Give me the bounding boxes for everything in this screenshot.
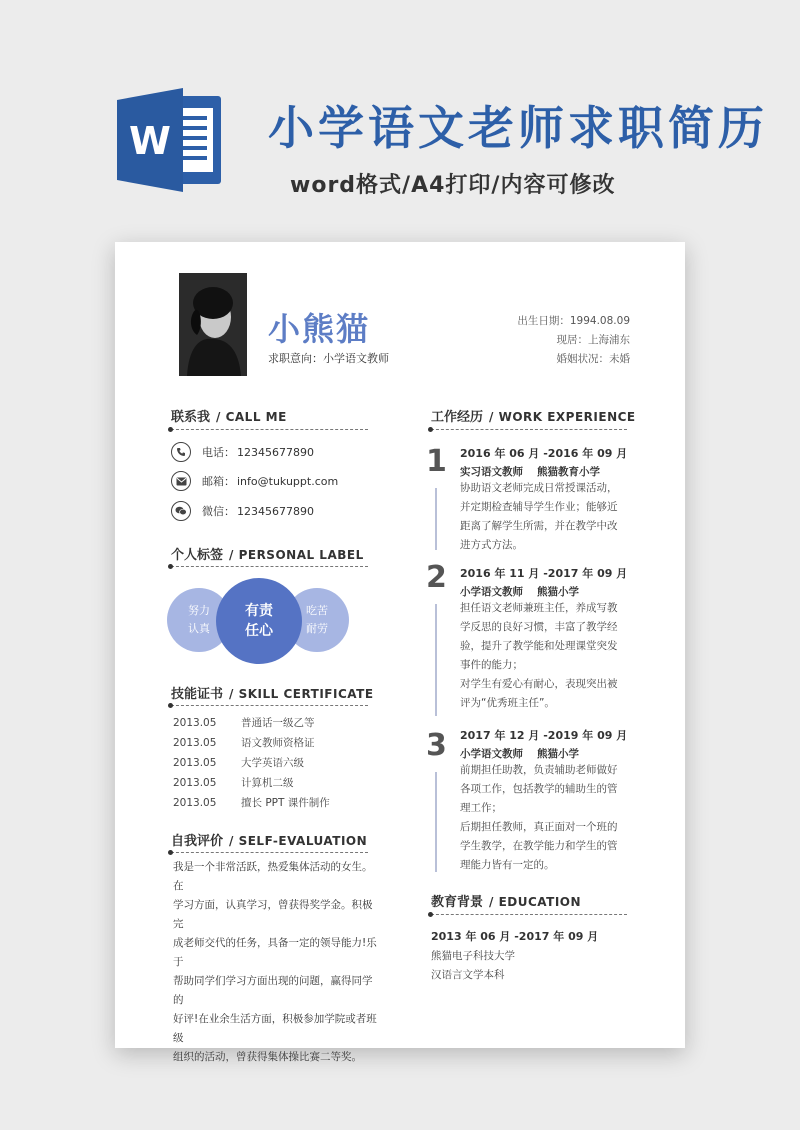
contact-value: 12345677890 — [237, 445, 314, 459]
experience-date: 2017 年 12 月 -2019 年 09 月 — [460, 729, 628, 742]
section-title-cn: 技能证书 — [171, 687, 224, 702]
text-line: 对学生有爱心有耐心，表现突出被 — [460, 678, 618, 690]
text-line: 评为“优秀班主任”。 — [460, 697, 555, 709]
certificate-row — [173, 775, 294, 790]
experience-role — [460, 746, 579, 761]
certificate-name: 计算机二级 — [241, 777, 294, 789]
section-title-skills — [171, 683, 374, 702]
wechat-icon — [171, 501, 191, 521]
candidate-name: 小熊猫 — [268, 310, 371, 348]
education-major: 汉语言文学本科 — [431, 969, 505, 981]
contact-value: info@tukuppt.com — [237, 474, 339, 488]
text-line: 学生教学，在教学能力和学生的管 — [460, 840, 618, 852]
label-text: 任心 — [245, 623, 273, 639]
experience-date: 2016 年 06 月 -2016 年 09 月 — [460, 447, 628, 460]
text-line: 距离了解学生所需，并在教学中改 — [460, 520, 618, 532]
word-logo-letter: W — [129, 119, 171, 163]
contact-label: 微信： — [202, 505, 235, 518]
certificate-year: 2013.05 — [173, 737, 217, 749]
contact-phone — [171, 442, 314, 462]
section-divider — [171, 566, 368, 567]
experience-number: 3 — [426, 728, 447, 763]
contact-email — [171, 471, 338, 491]
section-divider — [171, 705, 368, 706]
contact-value: 12345677890 — [237, 504, 314, 518]
section-title-en: / PERSONAL LABEL — [229, 548, 364, 562]
profile-photo — [179, 273, 247, 376]
basic-info — [517, 312, 630, 369]
word-icon — [117, 86, 225, 194]
timeline-line — [435, 604, 437, 716]
education-date: 2013 年 06 月 -2017 年 09 月 — [431, 930, 599, 943]
label-text: 吃苦 — [306, 604, 328, 617]
text-line: 前期担任助教，负责辅助老师做好 — [460, 764, 618, 776]
text-line: 学习方面，认真学习，曾获得奖学金。积极完 — [173, 899, 373, 930]
text-line: 后期担任教师，真正面对一个班的 — [460, 821, 618, 833]
label-bubble-center — [216, 578, 302, 664]
text-line: 进方式方法。 — [460, 539, 523, 551]
contact-label: 电话： — [202, 446, 235, 459]
page-subtitle: word格式/A4打印/内容可修改 — [290, 173, 616, 198]
experience-description — [460, 761, 630, 875]
text-line: 协助语文老师完成日常授课活动， — [460, 482, 618, 494]
text-line: 事件的能力； — [460, 659, 523, 671]
experience-role — [460, 584, 579, 599]
section-title-en: / CALL ME — [216, 410, 287, 424]
text-line: 各项工作，包括教学的辅助生的管 — [460, 783, 618, 795]
text-line: 我是一个非常活跃，热爱集体活动的女生。在 — [173, 861, 373, 892]
label-text: 努力 — [188, 604, 210, 617]
certificate-row — [173, 795, 330, 810]
experience-description — [460, 599, 630, 713]
self-evaluation-text — [173, 858, 381, 1067]
certificate-name: 擅长 PPT 课件制作 — [241, 797, 330, 809]
experience-number: 1 — [426, 444, 447, 479]
section-divider — [431, 914, 627, 915]
role-title: 小学语文教师 — [460, 748, 523, 760]
timeline-line — [435, 488, 437, 550]
contact-label: 邮箱： — [202, 475, 235, 488]
phone-icon — [171, 442, 191, 462]
section-title-en: / SKILL CERTIFICATE — [229, 687, 374, 701]
contact-wechat — [171, 501, 314, 521]
text-line: 组织的活动，曾获得集体操比赛二等奖。 — [173, 1051, 362, 1063]
role-org: 熊猫小学 — [537, 748, 579, 760]
education-school: 熊猫电子科技大学 — [431, 950, 515, 962]
section-title-education — [431, 891, 581, 910]
section-title-cn: 工作经历 — [431, 410, 484, 425]
text-line: 担任语文老师兼班主任，养成写教 — [460, 602, 618, 614]
role-title: 小学语文教师 — [460, 586, 523, 598]
current-location: 现居：上海浦东 — [556, 334, 630, 346]
experience-number: 2 — [426, 560, 447, 595]
certificate-year: 2013.05 — [173, 757, 217, 769]
job-intent — [268, 350, 389, 366]
certificate-row — [173, 735, 315, 750]
text-line: 理能力皆有一定的。 — [460, 859, 555, 871]
page-title: 小学语文老师求职简历 — [268, 101, 768, 155]
certificate-name: 大学英语六级 — [241, 757, 304, 769]
certificate-name: 普通话一级乙等 — [241, 717, 315, 729]
birth-date: 出生日期：1994.08.09 — [517, 315, 630, 327]
section-divider — [171, 429, 368, 430]
certificate-year: 2013.05 — [173, 797, 217, 809]
section-title-en: / EDUCATION — [489, 895, 582, 909]
certificate-year: 2013.05 — [173, 777, 217, 789]
text-line: 验，提升了教学能和处理课堂突发 — [460, 640, 618, 652]
section-title-cn: 联系我 — [171, 410, 211, 425]
label-text: 有责 — [245, 603, 273, 619]
section-title-personal-label — [171, 544, 364, 563]
role-title: 实习语文教师 — [460, 466, 523, 478]
section-title-en: / SELF-EVALUATION — [229, 834, 368, 848]
certificate-row — [173, 755, 304, 770]
certificate-name: 语文教师资格证 — [241, 737, 315, 749]
section-title-en: / WORK EXPERIENCE — [489, 410, 636, 424]
certificate-row — [173, 715, 315, 730]
mail-icon — [171, 471, 191, 491]
job-intent-value: 小学语文教师 — [323, 352, 389, 365]
text-line: 帮助同学们学习方面出现的问题，赢得同学的 — [173, 975, 373, 1006]
timeline-line — [435, 772, 437, 872]
label-text: 认真 — [188, 622, 210, 635]
text-line: 学反思的良好习惯，丰富了教学经 — [460, 621, 618, 633]
section-title-cn: 个人标签 — [171, 548, 224, 563]
section-title-cn: 自我评价 — [171, 834, 224, 849]
section-title-contact — [171, 406, 287, 425]
text-line: 成老师交代的任务，具备一定的领导能力!乐于 — [173, 937, 377, 968]
job-intent-label: 求职意向： — [268, 352, 323, 365]
experience-date: 2016 年 11 月 -2017 年 09 月 — [460, 567, 628, 580]
section-divider — [431, 429, 627, 430]
section-title-self-evaluation — [171, 830, 367, 849]
text-line: 并定期检查辅导学生作业；能够近 — [460, 501, 618, 513]
section-divider — [171, 852, 368, 853]
resume-sheet — [115, 242, 685, 1063]
role-org: 熊猫小学 — [537, 586, 579, 598]
section-title-work — [431, 406, 636, 425]
label-text: 耐劳 — [306, 622, 328, 635]
role-org: 熊猫教育小学 — [537, 466, 600, 478]
experience-role — [460, 464, 600, 479]
marital-status: 婚姻状况：未婚 — [556, 353, 630, 365]
text-line: 理工作； — [460, 802, 502, 814]
text-line: 好评!在业余生活方面，积极参加学院或者班级 — [173, 1013, 377, 1044]
section-title-cn: 教育背景 — [431, 895, 484, 910]
experience-description — [460, 479, 630, 555]
certificate-year: 2013.05 — [173, 717, 217, 729]
